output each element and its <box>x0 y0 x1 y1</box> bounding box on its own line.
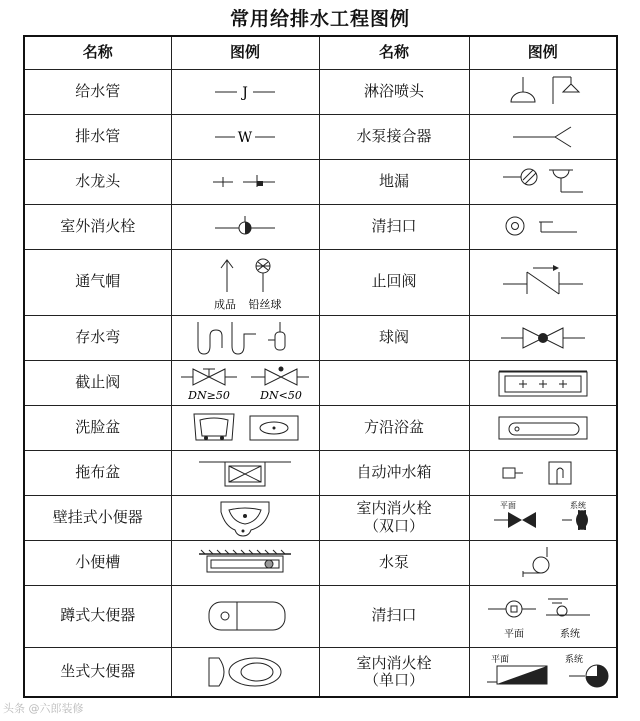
water-pump-symbol <box>469 540 617 585</box>
header-name-1: 名称 <box>24 36 171 69</box>
cell-name: 拖布盆 <box>24 450 171 495</box>
vent-cap-symbol <box>171 249 319 315</box>
cell-name: 排水管 <box>24 114 171 159</box>
cell-name: 通气帽 <box>24 249 171 315</box>
cleanout-plan-system-symbol <box>469 585 617 647</box>
bathtub-symbol <box>469 360 617 405</box>
cell-name: 室外消火栓 <box>24 204 171 249</box>
caption-plan: 平面 <box>499 500 516 510</box>
wall-urinal-symbol <box>171 495 319 540</box>
cell-name <box>319 360 469 405</box>
cell-name: 球阀 <box>319 315 469 360</box>
urinal-trough-symbol <box>171 540 319 585</box>
stop-valve-symbol <box>171 360 319 405</box>
table-row <box>24 405 617 450</box>
name-line-1: 室内消火栓 <box>356 499 432 518</box>
pump-connector-symbol <box>469 114 617 159</box>
faucet-symbol <box>171 159 319 204</box>
check-valve-symbol <box>469 249 617 315</box>
table-row <box>24 249 617 315</box>
cell-name: 坐式大便器 <box>24 647 171 697</box>
cell-name: 止回阀 <box>319 249 469 315</box>
legend-table <box>23 35 618 698</box>
caption-system: 系统 <box>569 500 586 510</box>
name-line-1: 室内消火栓 <box>356 653 432 672</box>
cell-name: 给水管 <box>24 69 171 114</box>
cell-name: 小便槽 <box>24 540 171 585</box>
pipe-letter: W <box>237 129 253 146</box>
caption-system: 系统 <box>564 654 583 665</box>
mop-sink-symbol <box>171 450 319 495</box>
cell-name: 水泵 <box>319 540 469 585</box>
cell-name: 地漏 <box>319 159 469 204</box>
header-row <box>24 36 617 69</box>
auto-flush-tank-symbol <box>469 450 617 495</box>
square-bathtub-symbol <box>469 405 617 450</box>
table-row <box>24 495 617 540</box>
caption-plan: 平面 <box>503 629 524 640</box>
caption-finished: 成品 <box>214 298 236 311</box>
pipe-letter: J <box>242 84 248 101</box>
table-row <box>24 540 617 585</box>
cell-name: 淋浴喷头 <box>319 69 469 114</box>
caption-dn-small: DN<50 <box>260 388 302 402</box>
header-name-2: 名称 <box>319 36 469 69</box>
name-line-2: （双口） <box>363 516 424 535</box>
table-row <box>24 204 617 249</box>
washbasin-symbol <box>171 405 319 450</box>
trap-symbol <box>171 315 319 360</box>
header-symbol-1: 图例 <box>171 36 319 69</box>
cell-name: 方沿浴盆 <box>319 405 469 450</box>
cell-name <box>319 647 469 697</box>
header-symbol-2: 图例 <box>469 36 617 69</box>
page-title: 常用给排水工程图例 <box>229 8 410 30</box>
cell-name: 水龙头 <box>24 159 171 204</box>
shower-head-symbol <box>469 69 617 114</box>
caption-system: 系统 <box>559 629 580 640</box>
table-row <box>24 360 617 405</box>
cell-name: 洗脸盆 <box>24 405 171 450</box>
cell-name <box>319 495 469 540</box>
table-row <box>24 159 617 204</box>
cell-name: 清扫口 <box>319 585 469 647</box>
cell-name: 自动冲水箱 <box>319 450 469 495</box>
outdoor-hydrant-symbol <box>171 204 319 249</box>
table-row <box>24 315 617 360</box>
double-hydrant-symbol <box>469 495 617 540</box>
cell-name: 水泵接合器 <box>319 114 469 159</box>
seated-toilet-symbol <box>171 647 319 697</box>
name-line-2: （单口） <box>363 670 424 689</box>
caption-wire-ball: 铅丝球 <box>248 298 282 311</box>
drain-pipe-symbol <box>171 114 319 159</box>
cleanout-symbol <box>469 204 617 249</box>
single-hydrant-symbol <box>469 647 617 697</box>
cell-name: 蹲式大便器 <box>24 585 171 647</box>
cell-name: 截止阀 <box>24 360 171 405</box>
water-supply-pipe-symbol <box>171 69 319 114</box>
caption-dn-large: DN≥50 <box>188 388 230 402</box>
caption-plan: 平面 <box>490 654 509 665</box>
table-row <box>24 450 617 495</box>
table-row <box>24 114 617 159</box>
watermark: 头条 @六郎装修 <box>3 702 84 715</box>
cell-name: 清扫口 <box>319 204 469 249</box>
cell-name: 存水弯 <box>24 315 171 360</box>
table-row <box>24 647 617 697</box>
cell-name: 壁挂式小便器 <box>24 495 171 540</box>
table-row <box>24 585 617 647</box>
floor-drain-symbol <box>469 159 617 204</box>
squat-toilet-symbol <box>171 585 319 647</box>
ball-valve-symbol <box>469 315 617 360</box>
table-row <box>24 69 617 114</box>
